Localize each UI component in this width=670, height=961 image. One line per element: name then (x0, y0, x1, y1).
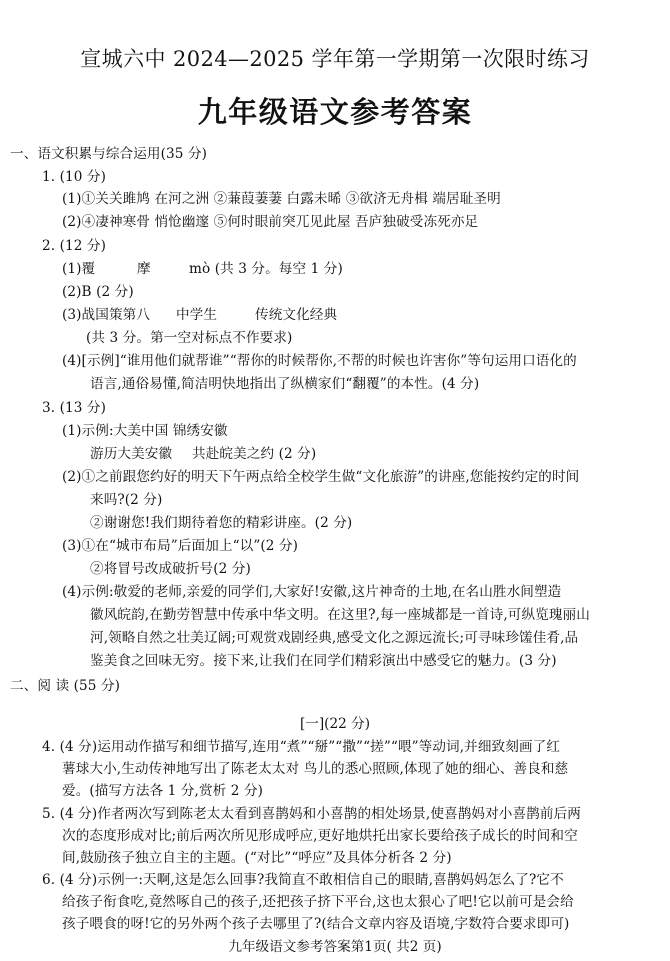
q6-line: 6. (4 分)示例一:天啊,这是怎么回事?我简直不敢相信自己的眼睛,喜鹊妈妈怎么了?它不 (42, 872, 564, 888)
q2-part4-line: (4)[示例]“谁用他们就帮谁”“帮你的时候帮你,不帮的时候也许害你”等句运用口语化的 (62, 353, 577, 369)
q4-line: 爱。(描写方法各 1 分,赏析 2 分) (62, 783, 264, 799)
q1-answer-line: (1)①关关雎鸠 在河之洲 ②蒹葭萋萋 白露未晞 ③欲济无舟楫 端居耻圣明 (62, 191, 501, 207)
q3-part4-line: 鉴美食之回味无穷。接下来,让我们在同学们精彩演出中感受它的魅力。(3 分) (90, 653, 557, 669)
q2-number: 2. (12 分) (42, 238, 107, 254)
q1-answer-line: (2)④凄神寒骨 悄怆幽邃 ⑤何时眼前突兀见此屋 吾庐独破受冻死亦足 (62, 214, 479, 230)
q5-line: 次的态度形成对比;前后两次所见形成呼应,更好地烘托出家长要给孩子成长的时间和空 (62, 828, 578, 844)
section2-heading: 二、阅 读 (55 分) (10, 678, 121, 694)
q5-line: 间,鼓励孩子独立自主的主题。(“对比”“呼应”及具体分析各 2 分) (62, 850, 452, 866)
q2-part1-a: (1)覆 (62, 261, 96, 277)
q3-part2-line: ②谢谢您!我们期待着您的精彩讲座。(2 分) (90, 515, 353, 531)
q4-line: 4. (4 分)运用动作描写和细节描写,连用“煮”“掰”“撒”“搓”“喂”等动词,并细致刻画了红 (42, 739, 561, 755)
q4-line: 薯球大小,生动传神地写出了陈老太太对 鸟儿的悉心照顾,体现了她的细心、善良和慈 (62, 761, 569, 777)
q6-line: 孩子喂食的呀!它的另外两个孩子去哪里了?(结合文章内容及语境,字数符合要求即可) (62, 916, 570, 932)
q3-part1-line (90, 443, 316, 465)
q2-part1 (62, 258, 343, 280)
q2-part3-note: (共 3 分。第一空对标点不作要求) (86, 330, 293, 346)
q1-number: 1. (10 分) (42, 169, 107, 185)
q3-part2-line: (2)①之前跟您约好的明天下午两点给全校学生做“文化旅游”的讲座,您能按约定的时间 (62, 469, 580, 485)
section1-heading: 一、语文积累与综合运用(35 分) (10, 146, 208, 162)
q3-part3-line: (3)①在“城市布局”后面加上“以”(2 分) (62, 538, 299, 554)
q3-part1-line2-b: 共赴皖美之约 (2 分) (192, 446, 317, 462)
q3-part4-line: (4)示例:敬爱的老师,亲爱的同学们,大家好!安徽,这片神奇的土地,在名山胜水间塑造 (62, 584, 562, 600)
doc-title: 九年级语文参考答案 (197, 95, 473, 129)
q3-part1-line2-a: 游历大美安徽 (90, 446, 173, 462)
q2-part1-b: 摩 (137, 261, 151, 277)
q2-part2: (2)B (2 分) (62, 284, 134, 300)
q3-part4-line: 河,领略自然之壮美辽阔;可观赏戏剧经典,感受文化之源远流长;可寻味珍馐佳肴,品 (90, 630, 579, 646)
q2-part3 (62, 304, 337, 326)
q6-line: 给孩子衔食吃,竟然啄自己的孩子,还把孩子挤下平台,这也太狠心了吧!它以前可是会给 (62, 894, 574, 910)
q5-line: 5. (4 分)作者两次写到陈老太太看到喜鹊妈和小喜鹊的相处场景,使喜鹊妈对小喜鹊前后两 (42, 806, 581, 822)
q3-part2-line: 来吗?(2 分) (90, 492, 163, 508)
q3-part4-line: 徽风皖韵,在勤劳智慧中传承中华文明。在这里?,每一座城都是一首诗,可纵览瑰丽山 (90, 607, 590, 623)
q3-part1-line: (1)示例:大美中国 锦绣安徽 (62, 423, 228, 439)
school-title: 宣城六中 2024—2025 学年第一学期第一次限时练习 (80, 47, 590, 71)
q2-part4-line: 语言,通俗易懂,简洁明快地指出了纵横家们“翻覆”的本性。(4 分) (90, 376, 480, 392)
page-footer: 九年级语文参考答案第1页( 共2 页) (228, 939, 442, 955)
q3-number: 3. (13 分) (42, 400, 107, 416)
section2-subheading: [一](22 分) (299, 716, 371, 732)
q2-part3-b: 中学生 (176, 307, 218, 323)
q2-part1-c: mò (共 3 分。每空 1 分) (189, 261, 343, 277)
q2-part3-c: 传统文化经典 (255, 307, 338, 323)
q2-part3-a: (3)战国策第八 (62, 307, 151, 323)
q3-part3-line: ②将冒号改成破折号(2 分) (90, 561, 251, 577)
